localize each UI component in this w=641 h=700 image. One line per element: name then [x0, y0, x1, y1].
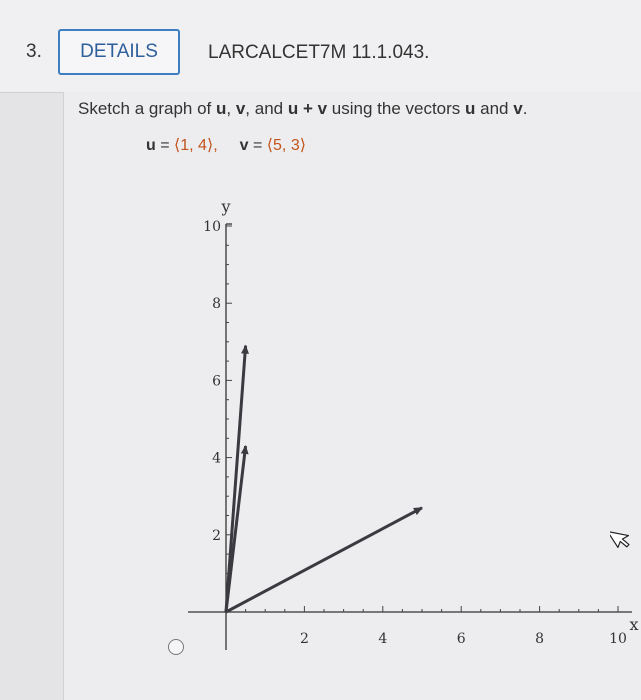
x-tick-label: 8	[535, 631, 545, 647]
x-tick-label: 10	[609, 631, 627, 647]
answer-radio[interactable]	[168, 639, 184, 655]
v-value: ⟨5, 3⟩	[266, 137, 306, 154]
v-name: v	[239, 137, 249, 154]
details-button[interactable]: DETAILS	[58, 29, 180, 75]
mouse-pointer-icon	[610, 522, 634, 552]
y-tick-label: 4	[212, 450, 221, 467]
vector-v-ref: v	[235, 99, 246, 118]
question-number: 3.	[26, 41, 42, 62]
y-tick-label: 8	[212, 296, 221, 313]
x-tick-label: 4	[378, 631, 388, 647]
y-tick-label: 10	[203, 219, 221, 235]
vector-sum-ref: u + v	[287, 99, 328, 118]
vector-definitions: u = ⟨1, 4⟩, v = ⟨5, 3⟩	[146, 137, 306, 154]
x-axis-label: x	[629, 615, 639, 634]
u-value: ⟨1, 4⟩,	[174, 137, 218, 154]
x-tick-label: 6	[456, 631, 466, 647]
problem-code: LARCALCET7M 11.1.043.	[208, 42, 430, 63]
y-axis-label: y	[221, 197, 231, 216]
vector-u-ref: u	[215, 99, 227, 118]
y-tick-label: 2	[212, 527, 221, 544]
x-tick-label: 2	[299, 631, 309, 647]
u-name: u	[146, 137, 156, 154]
y-tick-label: 6	[212, 373, 221, 390]
question-prompt: Sketch a graph of u, v, and u + v using the vectors u and v.	[78, 99, 528, 118]
arrow-v	[226, 508, 422, 612]
